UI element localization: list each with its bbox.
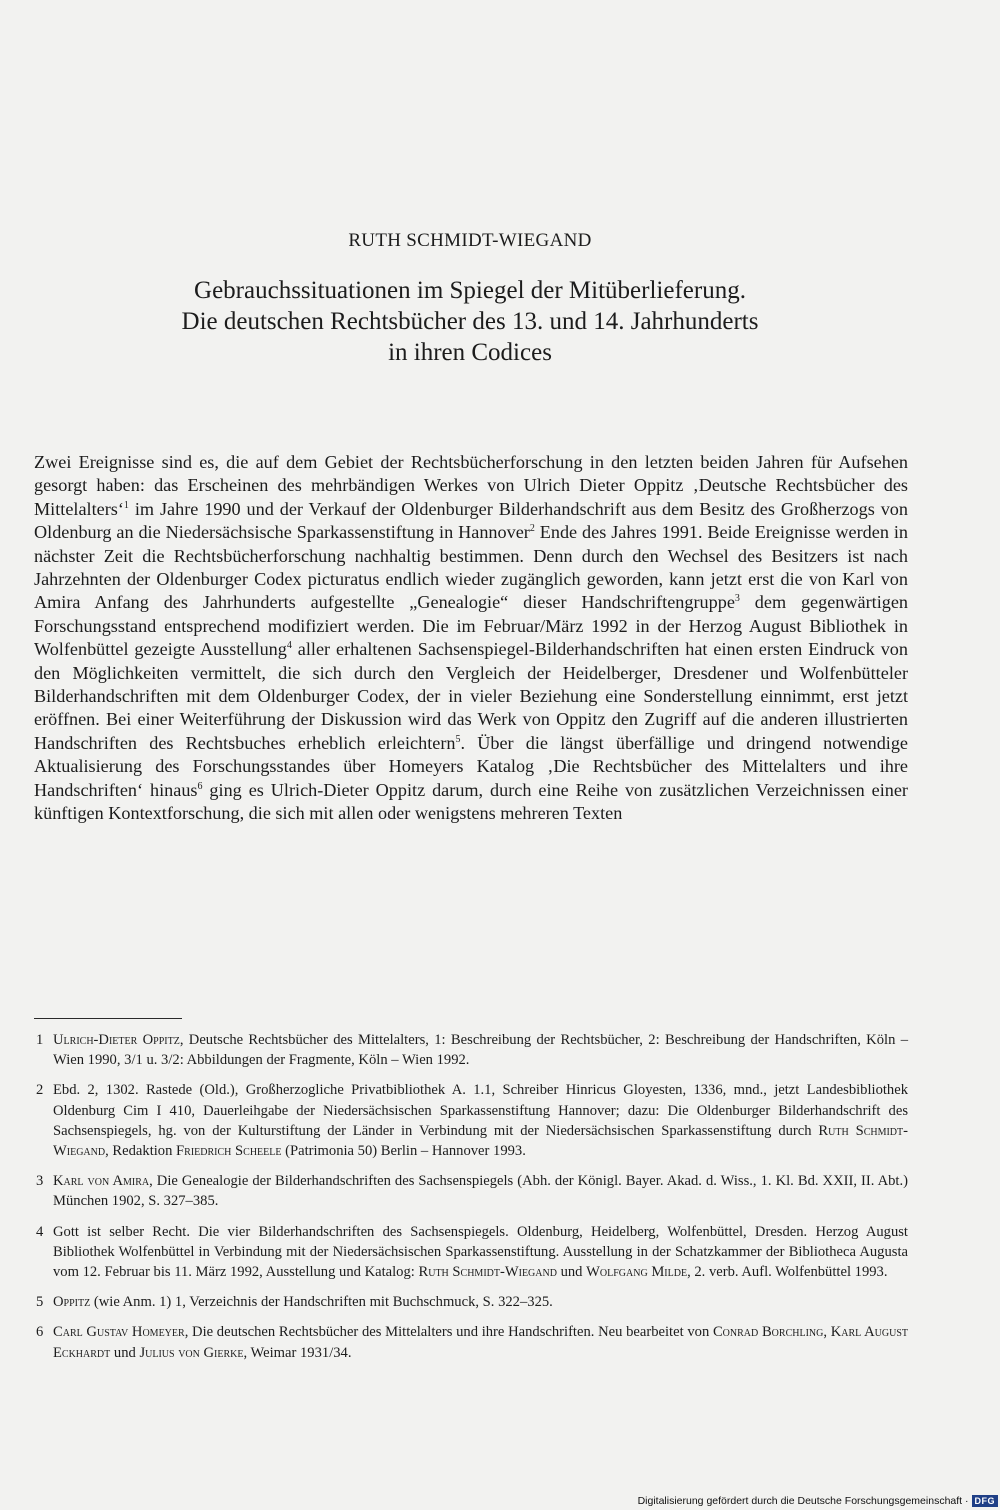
digitization-credit [638,1494,998,1508]
footnote-text: , Weimar 1931/34. [243,1344,352,1361]
footnote-author: Conrad Borchling [712,1324,824,1341]
body-text-run: im Jahre 1990 und der Verkauf der Oldenburger Bilderhandschrift aus dem Besitz des Großherzogs von Oldenburg an die Niedersächsische Sparkassenstiftung in Hannover [34,498,908,543]
body-text-run: dem gegenwärtigen Forschungsstand entsprechend modifiziert werden. Die im Februar/März 1992 in der Herzog August Bibliothek in Wolfenbüttel gezeigte Ausstellung [34,592,909,660]
footnote-text: (Patrimonia 50) Berlin – Hannover 1993. [281,1143,526,1160]
footnote-text: Ebd. 2, 1302. Rastede (Old.), Großherzogliche Privatbibliothek A. 1.1, Schreiber Hinricus Gloyesten, 1336, mnd., jetzt Landesbibliothek Oldenburg Cim I 410, Dauerleihgabe der Niedersächsischen Sparkassenstiftung Hannover; dazu: Die Oldenburger Bilderhandschrift des Sachsenspiegels, hg. von der Kulturstiftung der Länder in Verbindung mit der Niedersächsischen Sparkassenstiftung durch [53,1082,908,1139]
footnote-ref-2: 2 [529,523,535,535]
footnote-number: 3 [36,1173,44,1190]
footnote-author: Wolfgang Milde [586,1264,688,1281]
footnote-author: Oppitz [53,1294,91,1311]
footnote-text: , Die deutschen Rechtsbücher des Mittelalters und ihre Handschriften. Neu bearbeitet von [184,1324,713,1341]
footnote-4 [34,1222,908,1283]
footnote-text: (wie Anm. 1) 1, Verzeichnis der Handschriften mit Buchschmuck, S. 322–325. [90,1294,553,1311]
footnote-ref-3: 3 [734,593,740,605]
body-text-run: . Über die längst überfällige und dringend notwendige Aktualisierung des Forschungsstandes über Homeyers Katalog ‚Die Rechtsbücher des Mittelalters und ihre Handschriften‘ hinaus [34,732,909,800]
footnote-2 [34,1080,908,1161]
footnote-5 [34,1292,908,1312]
footnote-6 [34,1322,908,1362]
body-text-run: Zwei Ereignisse sind es, die auf dem Gebiet der Rechtsbücherforschung in den letzten beiden Jahren für Aufsehen gesorgt haben: das Erscheinen des mehrbändigen Werkes von Ulrich Dieter Oppitz ‚Deutsche Rechtsbücher des Mittelalters‘ [34,452,908,519]
footnote-text: , Deutsche Rechtsbücher des Mittelalters, 1: Beschreibung der Rechtsbücher, 2: Beschreibung der Handschriften, Köln – Wien 1990, 3/1 u. 3/2: Abbildungen der Fragmente, Köln – Wien 1992. [53,1032,908,1069]
footnote-author: Ulrich-Dieter Oppitz [53,1032,180,1048]
footnote-ref-4: 4 [286,640,292,652]
footnote-divider [34,1018,182,1019]
footnote-text: Gott ist selber Recht. Die vier Bilderhandschriften des Sachsenspiegels. Oldenburg, Heidelberg, Wolfenbüttel, Dresden. Herzog August Bibliothek Wolfenbüttel in Verbindung mit der Niedersächsischen Sparkassenstiftung. Ausstellung in der Schatzkammer der Bibliotheca Augusta vom 12. Februar bis 11. März 1992, Ausstellung und Katalog: [53,1223,908,1281]
body-text-run: ging es Ulrich-Dieter Oppitz darum, durch eine Reihe von zusätzlichen Verzeichnissen einer künftigen Kontextforschung, die sich mit allen oder wenigstens mehreren Texten [34,779,908,824]
title-line-2: Die deutschen Rechtsbücher des 13. und 14. Jahrhunderts [181,308,759,335]
footnote-ref-6: 6 [197,780,203,792]
footnote-author: Ruth Schmidt-Wiegand [418,1264,557,1281]
author-name: RUTH SCHMIDT-WIEGAND [348,230,592,251]
footnote-ref-1: 1 [123,499,129,511]
article-title [0,275,940,368]
footnote-number: 2 [36,1082,44,1099]
footnote-text: und [556,1264,587,1281]
credit-text: Digitalisierung gefördert durch die Deutsche Forschungsgemeinschaft · [637,1495,969,1507]
footnote-ref-5: 5 [455,733,461,745]
footnote-number: 1 [36,1032,44,1048]
body-text-run: aller erhaltenen Sachsenspiegel-Bilderhandschriften hat einen ersten Eindruck von den Möglichkeiten vermittelt, die sich durch den Vergleich der Heidelberger, Dresdener und Wolfenbütteler Bilderhandschriften mit dem Oldenburger Codex, der in vieler Beziehung eine Sonderstellung einnimmt, erst jetzt eröffnen. Bei einer Weiterführung der Diskussion wird das Werk von Oppitz den Zugriff auf die anderen illustrierten Handschriften des Rechtsbuches erheblich erleichtern [34,639,908,753]
footnote-number: 6 [36,1324,44,1341]
footnote-text: , [823,1324,831,1341]
footnote-text: , 2. verb. Aufl. Wolfenbüttel 1993. [687,1264,888,1281]
footnote-author: Carl Gustav Homeyer [53,1324,185,1341]
footnote-author: Friedrich Scheele [176,1143,282,1160]
footnote-number: 4 [36,1223,44,1240]
footnote-text: , Die Genealogie der Bilderhandschriften des Sachsenspiegels (Abh. der Königl. Bayer. Akad. d. Wiss., 1. Kl. Bd. XXII, II. Abt.) München 1902, S. 327–385. [53,1173,908,1210]
footnote-author: Karl August Eckhardt [53,1324,909,1361]
title-line-3: in ihren Codices [388,339,552,366]
footnote-author: Ruth Schmidt-Wiegand [53,1122,908,1160]
body-paragraph [34,451,908,826]
body-text-run: Ende des Jahres 1991. Beide Ereignisse werden in nächster Zeit die Rechtsbücherforschung nachhaltig bestimmen. Denn durch den Wechsel des Besitzers ist nach Jahrzehnten der Oldenburger Codex picturatus endlich wieder zugänglich geworden, kann jetzt erst die von Karl von Amira Anfang des Jahrhunderts aufgestellte „Genealogie“ dieser Handschriftengruppe [34,522,908,613]
footnote-author: Julius von Gierke [139,1344,244,1361]
footnote-author: Karl von Amira [53,1173,150,1190]
title-line-1: Gebrauchssituationen im Spiegel der Mitüberlieferung. [194,277,746,304]
footnote-text: , Redaktion [105,1143,177,1160]
footnote-1 [34,1030,908,1070]
footnotes [34,1030,908,1373]
footnote-3 [34,1171,908,1211]
footnote-number: 5 [36,1294,44,1311]
dfg-logo: DFG [972,1495,999,1507]
footnote-text: und [110,1344,140,1361]
